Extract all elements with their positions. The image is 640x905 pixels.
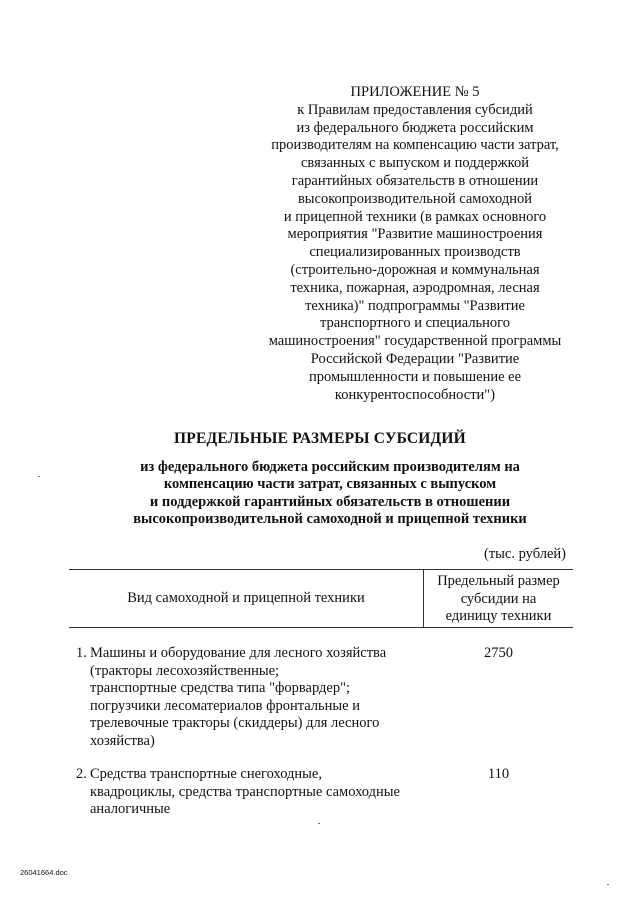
units-label: (тыс. рублей) <box>484 546 566 562</box>
subtitle-line: и поддержкой гарантийных обязательств в отношении <box>149 493 511 510</box>
appendix-line: и прицепной техники (в рамках основного <box>283 208 547 225</box>
row-value: 110 <box>487 766 510 782</box>
subtitle-line: из федерального бюджета российским производителям на <box>140 459 520 475</box>
appendix-line: из федерального бюджета российским <box>296 119 534 136</box>
appendix-line: промышленности и повышение ее <box>308 368 522 385</box>
appendix-line: высокопроизводительной самоходной <box>297 190 533 207</box>
row-number: 1. <box>76 645 87 661</box>
row-description-line: аналогичные <box>90 801 171 818</box>
row-description-line: погрузчики лесоматериалов фронтальные и <box>90 697 360 714</box>
row-description-line: квадроциклы, средства транспортные самоходные <box>90 783 400 800</box>
appendix-line: мероприятия "Развитие машиностроения <box>287 226 543 243</box>
appendix-heading: ПРИЛОЖЕНИЕ № 5 <box>350 84 480 100</box>
row-description-line: хозяйства) <box>90 732 155 749</box>
appendix-line: конкурентоспособности") <box>334 386 496 403</box>
appendix-line: гарантийных обязательств в отношении <box>291 172 539 189</box>
appendix-line: специализированных производств <box>309 244 521 261</box>
row-description <box>90 645 386 751</box>
table-top-rule <box>69 569 573 570</box>
row-description-line: Машины и оборудование для лесного хозяйства <box>90 645 387 661</box>
header-amount-line: субсидии на <box>460 590 537 607</box>
row-description-line: трелевочные тракторы (скиддеры) для лесного <box>90 715 380 732</box>
row-description <box>90 766 400 819</box>
subtitle-line: высокопроизводительной самоходной и прицепной техники <box>133 511 527 528</box>
appendix-line: транспортного и специального <box>319 315 511 332</box>
row-description-line: (тракторы лесохозяйственные; <box>90 662 280 679</box>
scan-speck <box>318 823 320 824</box>
file-name-footer: 26041664.doc <box>20 868 68 877</box>
appendix-line: производителям на компенсацию части затрат, <box>271 137 559 154</box>
row-description-line: транспортные средства типа "форвардер"; <box>90 680 351 697</box>
document-title: ПРЕДЕЛЬНЫЕ РАЗМЕРЫ СУБСИДИЙ <box>174 430 466 447</box>
scan-speck <box>38 476 40 477</box>
appendix-line: к Правилам предоставления субсидий <box>297 101 533 118</box>
subtitle-line: компенсацию части затрат, связанных с выпуском <box>163 476 497 493</box>
row-value: 2750 <box>484 645 513 661</box>
row-number: 2. <box>76 766 87 782</box>
appendix-block <box>250 84 580 404</box>
table-header-rule <box>69 627 573 628</box>
appendix-line: техника)" подпрограммы "Развитие <box>305 297 525 314</box>
header-amount-line: единицу техники <box>445 608 552 624</box>
appendix-line: техника, пожарная, аэродромная, лесная <box>290 279 540 296</box>
appendix-line: Российской Федерации "Развитие <box>310 350 520 367</box>
header-amount-line: Предельный размер <box>437 573 560 589</box>
appendix-line: (строительно-дорожная и коммунальная <box>290 261 540 278</box>
appendix-line: связанных с выпуском и поддержкой <box>301 155 529 172</box>
table-header-amount <box>424 573 573 626</box>
appendix-line: машиностроения" государственной программы <box>268 333 562 350</box>
scan-speck <box>607 884 609 885</box>
row-description-line: Средства транспортные снегоходные, <box>90 766 322 782</box>
document-subtitle <box>80 459 580 529</box>
table-header-type: Вид самоходной и прицепной техники <box>127 590 365 606</box>
